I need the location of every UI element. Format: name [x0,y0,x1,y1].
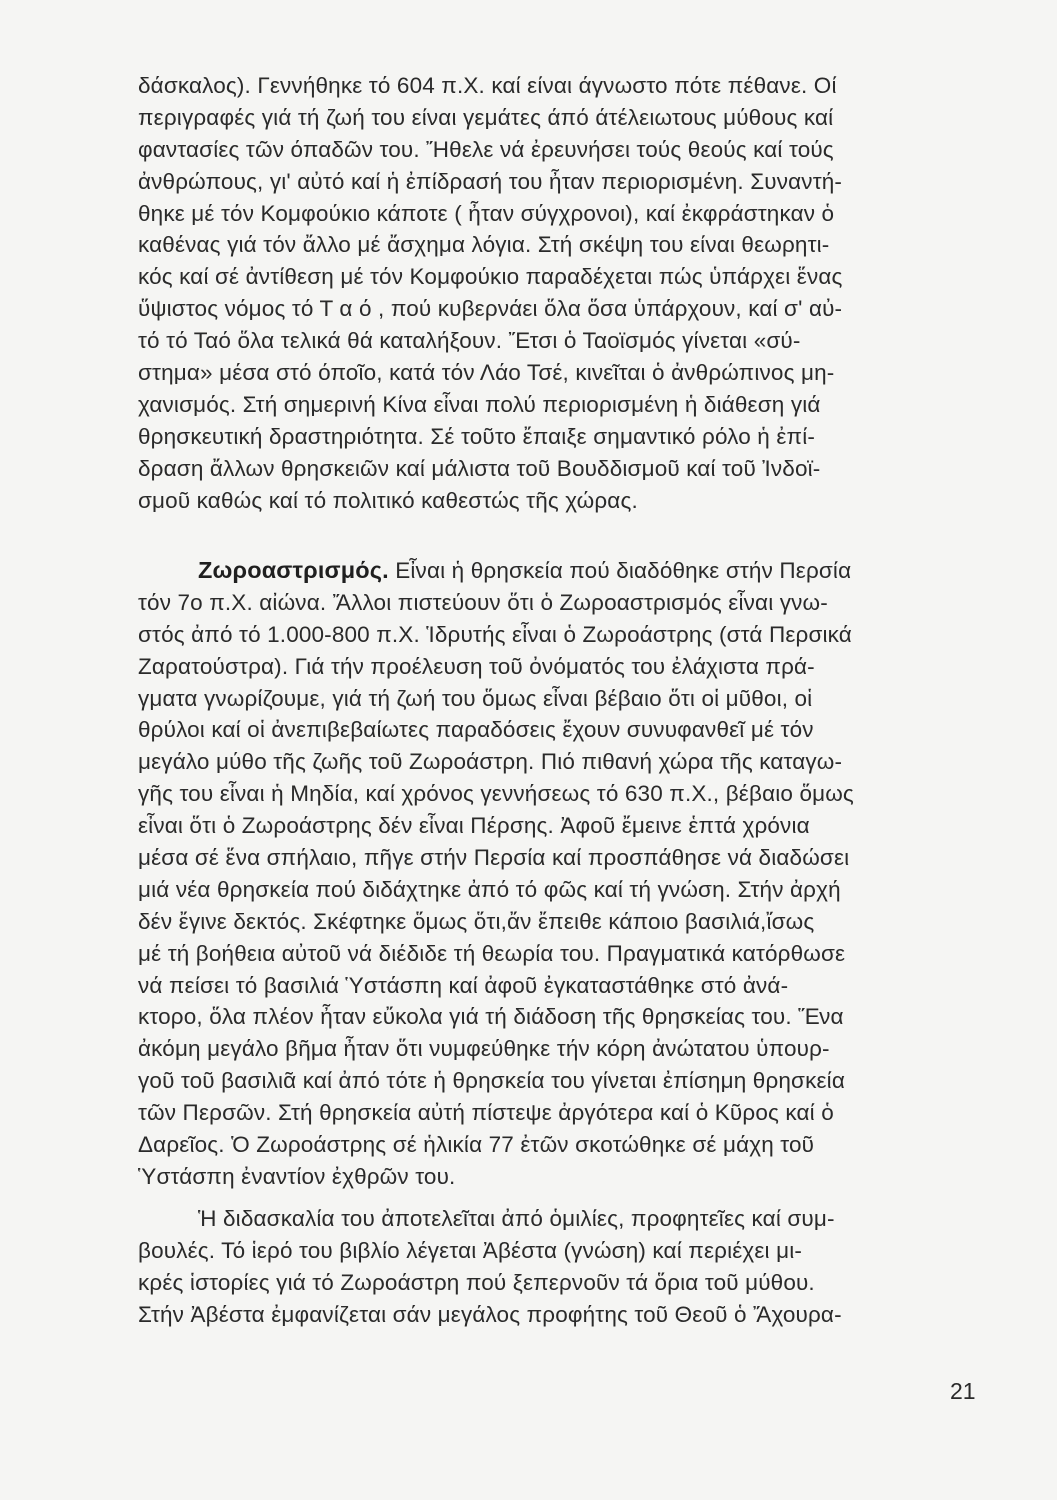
text-line: εἶναι ὅτι ὁ Ζωροάστρης δέν εἶναι Πέρσης. Ἀφοῦ ἔμεινε ἑπτά χρόνια [138,813,810,839]
text-line: δραση ἄλλων θρησκειῶν καί μάλιστα τοῦ Βουδδισμοῦ καί τοῦ Ἰνδοϊ- [138,455,821,481]
text-line: δάσκαλος). Γεννήθηκε τό 604 π.Χ. καί είναι άγνωστο πότε πέθανε. Οί [138,73,837,98]
text-line: σμοῦ καθώς καί τό πολιτικό καθεστώς τῆς χώρας. [138,487,638,513]
text-line: θηκε μέ τόν Κομφούκιο κάποτε ( ἦταν σύγχρονοι), καί ἐκφράστηκαν ὁ [138,200,835,226]
text-line: στός ἀπό τό 1.000-800 π.Χ. Ἱδρυτής εἶναι ὁ Ζωροάστρης (στά Περσικά [138,621,852,647]
text-line: μέ τή βοήθεια αὐτοῦ νά διέδιδε τή θεωρία του. Πραγματικά κατόρθωσε [138,940,846,966]
paragraph-zoroastrianism [138,555,980,1193]
page-number: 21 [950,1378,976,1404]
text-line: ὕψιστος νόμος τό Τ α ό , πού κυβερνάει ὅλα ὅσα ὑπάρχουν, καί σ' αὐ- [138,296,843,322]
text-line: μιά νέα θρησκεία πού διδάχτηκε ἀπό τό φῶς καί τή γνώση. Στήν ἀρχή [138,876,841,902]
text-line: Ἡ διδασκαλία του ἀποτελεῖται ἀπό ὁμιλίες, προφητεῖες καί συμ- [198,1206,835,1231]
text-line: κός καί σέ ἀντίθεση μέ τόν Κομφούκιο παραδέχεται πώς ὑπάρχει ἕνας [138,264,843,290]
text-line: τό τό Ταό ὅλα τελικά θά καταλήξουν. Ἔτσι ὁ Ταοϊσμός γίνεται «σύ- [138,328,801,354]
text-line: βουλές. Τό ἱερό του βιβλίο λέγεται Ἀβέστα (γνώση) καί περιέχει μι- [138,1237,802,1263]
text-line: στημα» μέσα στό όποῖο, κατά τόν Λάο Τσέ, κινεῖται ὁ ἀνθρώπινος μη- [138,360,835,386]
text-line: Ὑστάσπη ἐναντίον ἐχθρῶν του. [138,1163,456,1189]
text-line: γοῦ τοῦ βασιλιᾶ καί ἀπό τότε ἡ θρησκεία του γίνεται ἐπίσημη θρησκεία [138,1068,845,1094]
text-line: ἀνθρώπους, γι' αὐτό καί ἡ ἐπίδρασή του ἦταν περιορισμένη. Συναντή- [138,168,843,194]
paragraph-taoism [138,70,980,516]
paragraph-teaching [138,1203,980,1331]
text-line: μέσα σέ ἕνα σπήλαιο, πῆγε στήν Περσία καί προσπάθησε νά διαδώσει [138,845,850,871]
text-line: ἀκόμη μεγάλο βῆμα ἦταν ὅτι νυμφεύθηκε τήν κόρη ἀνώτατου ὑπουρ- [138,1036,830,1062]
text-line: γματα γνωρίζουμε, γιά τή ζωή του ὅμως εἶναι βέβαιο ὅτι οἱ μῦθοι, οἱ [138,685,813,711]
text-line: Δαρεῖος. Ὁ Ζωροάστρης σέ ἡλικία 77 ἐτῶν σκοτώθηκε σέ μάχη τοῦ [138,1132,815,1158]
text-line: φαντασίες τῶν όπαδῶν του. Ἤθελε νά ἐρευνήσει τούς θεούς καί τούς [138,136,834,162]
text-line: κρές ἱστορίες γιά τό Ζωροάστρη πού ξεπερνοῦν τά ὅρια τοῦ μύθου. [138,1269,815,1295]
text-line: κτορο, ὅλα πλέον ἦταν εὔκολα γιά τή διάδοση τῆς θρησκείας του. Ἕνα [138,1004,844,1030]
heading-line [138,555,980,587]
text-line: καθένας γιά τόν ἄλλο μέ ἄσχημα λόγια. Στή σκέψη του είναι θεωρητι- [138,232,830,258]
text-line: νά πείσει τό βασιλιά Ὑστάσπη καί ἀφοῦ ἐγκαταστάθηκε στό ἀνά- [138,972,789,998]
text-line-start: Εἶναι ἡ θρησκεία πού διαδόθηκε στήν Περσία [388,558,852,583]
text-line: Στήν Ἀβέστα ἐμφανίζεται σάν μεγάλος προφήτης τοῦ Θεοῦ ὁ Ἄχουρα- [138,1301,842,1327]
text-line: μεγάλο μύθο τῆς ζωῆς τοῦ Ζωροάστρη. Πιό πιθανή χώρα τῆς καταγω- [138,749,843,775]
text-line: τόν 7ο π.Χ. αἰώνα. Ἄλλοι πιστεύουν ὅτι ὁ Ζωροαστρισμός εἶναι γνω- [138,589,828,615]
section-heading: Ζωροαστρισμός. [198,557,389,583]
text-line: θρησκευτική δραστηριότητα. Σέ τοῦτο ἔπαιξε σημαντικό ρόλο ἡ ἐπί- [138,423,816,449]
text-line: δέν ἔγινε δεκτός. Σκέφτηκε ὅμως ὅτι,ἄν ἔπειθε κάποιο βασιλιά,ἴσως [138,908,815,934]
text-line: γῆς του εἶναι ἡ Μηδία, καί χρόνος γεννήσεως τό 630 π.Χ., βέβαιο ὅμως [138,781,854,807]
text-line: τῶν Περσῶν. Στή θρησκεία αὐτή πίστεψε ἀργότερα καί ὁ Κῦρος καί ὁ [138,1100,834,1126]
text-line: Ζαρατούστρα). Γιά τήν προέλευση τοῦ ὀνόματός του ἐλάχιστα πρά- [138,653,815,679]
text-line: περιγραφές γιά τή ζωή του είναι γεμάτες άπό άτέλειωτους μύθους καί [138,104,834,130]
text-line: χανισμός. Στή σημερινή Κίνα εἶναι πολύ περιορισμένη ἡ διάθεση γιά [138,391,821,417]
text-line: θρύλοι καί οἱ ἀνεπιβεβαίωτες παραδόσεις ἔχουν συνυφανθεῖ μέ τόν [138,717,814,743]
